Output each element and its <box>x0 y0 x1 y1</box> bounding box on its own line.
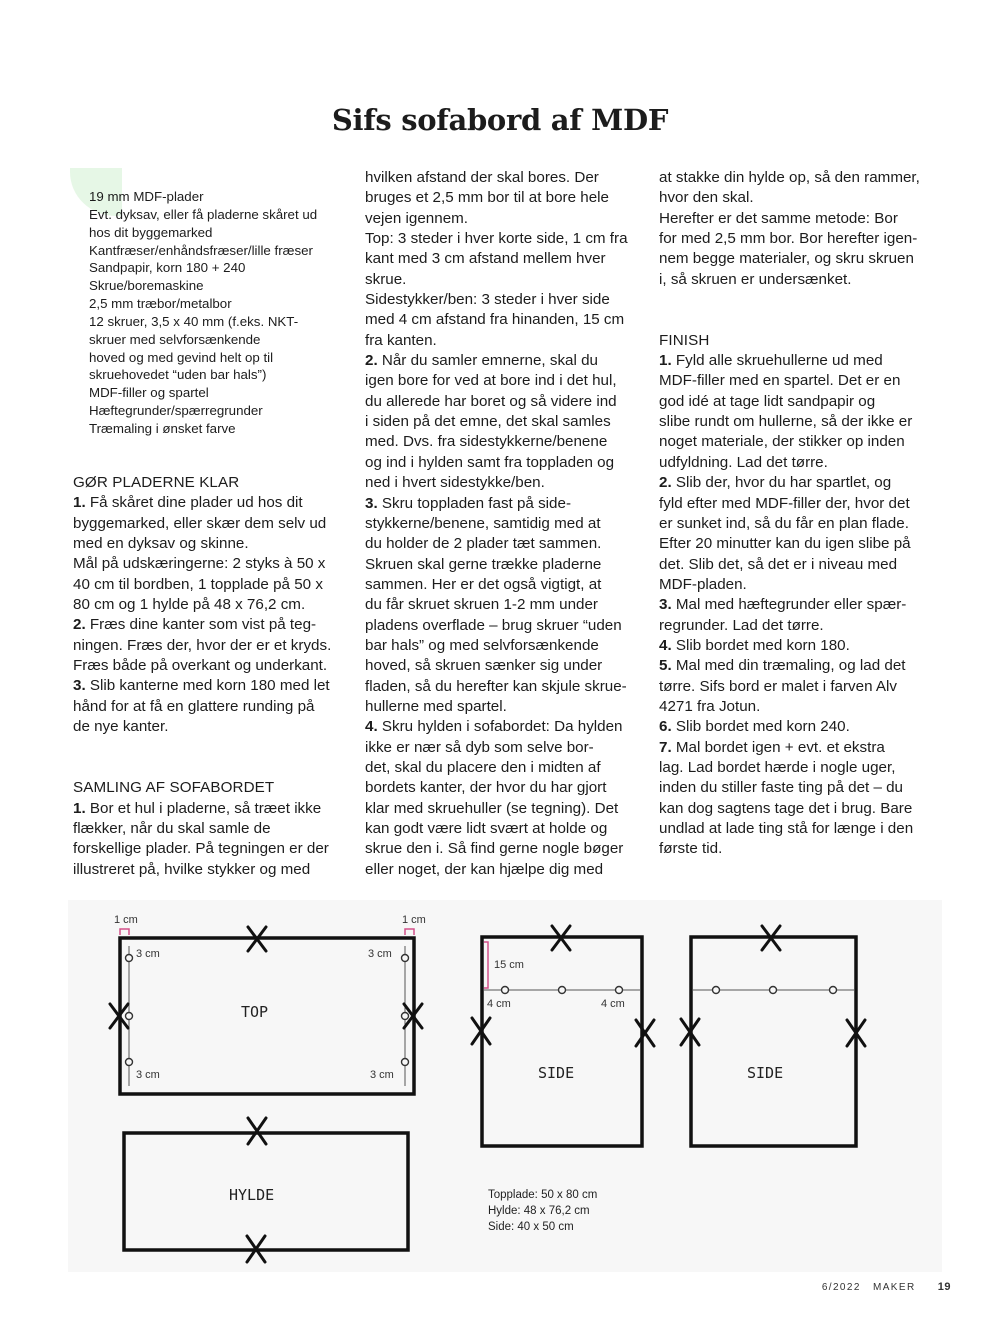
dim-label: 4 cm <box>601 998 625 1010</box>
text-line: 2. Slib der, hvor du har spartlet, og <box>659 474 892 492</box>
text-line: Sidestykker/ben: 3 steder i hver side <box>365 291 610 309</box>
text-line: hånd for at få en glattere runding på <box>73 697 315 715</box>
text-line: inden du stiller faste ting på det – du <box>659 779 904 797</box>
text-line: igen bore for ved at bore ind i det hul, <box>365 372 617 390</box>
screw-hole <box>402 1059 409 1066</box>
bracket-1cm-right <box>405 929 414 935</box>
text-line: pladens overflade – brug skruer “uden <box>365 616 622 634</box>
text-line: fyld efter med MDF-filler der, hvor det <box>659 494 910 512</box>
bracket-15cm <box>484 942 488 988</box>
text-line: 4271 fra Jotun. <box>659 697 761 715</box>
text-line: fladen, så du herefter kan skjule skrue- <box>365 677 627 695</box>
text-line: 3. Slib kanterne med korn 180 med let <box>73 677 330 695</box>
material-item: Sandpapir, korn 180 + 240 <box>89 260 246 276</box>
screw-hole <box>126 1013 133 1020</box>
text-line: stykkerne/benene, samtidig med at <box>365 514 601 532</box>
text-line: første tid. <box>659 840 723 858</box>
x-mark <box>248 1118 266 1144</box>
screw-hole <box>616 987 623 994</box>
text-line: hoved, så skruen sænker sig under <box>365 657 603 675</box>
page-footer <box>822 1281 951 1293</box>
text-line: nem begge materialer, og skru skruen <box>659 250 914 268</box>
dimensions-list <box>488 1187 597 1235</box>
section-heading: GØR PLADERNE KLAR <box>73 474 240 491</box>
dim-label: 15 cm <box>494 959 524 971</box>
text-line: du får skruet skruen 1-2 mm under <box>365 596 598 614</box>
text-line: illustreret på, hvilke stykker og med <box>73 860 311 878</box>
text-line: eller noget, der kan hjælpe dig med <box>365 860 604 878</box>
screw-hole <box>713 987 720 994</box>
panel-label-hylde: HYLDE <box>229 1186 275 1204</box>
screw-hole <box>830 987 837 994</box>
text-line: ikke er nær så dyb som selve bor- <box>365 738 594 756</box>
bracket-1cm-left <box>120 929 129 935</box>
screw-hole <box>402 955 409 962</box>
text-line: i siden på det emne, det skal samles <box>365 413 611 431</box>
text-line: 4. Slib bordet med korn 180. <box>659 636 850 654</box>
text-line: kan godt være lidt svært at holde og <box>365 820 608 837</box>
section-heading: SAMLING AF SOFABORDET <box>73 779 275 797</box>
dim-label: 3 cm <box>368 948 392 960</box>
text-line: 2. Fræs dine kanter som vist på teg- <box>73 616 317 634</box>
text-line: 80 cm og 1 hylde på 48 x 76,2 cm. <box>73 596 306 614</box>
side-panel-2 <box>691 937 856 1146</box>
dim-label: 4 cm <box>487 998 511 1010</box>
text-line: du allerede har boret og så videre ind <box>365 392 617 410</box>
dimension-item: Side: 40 x 50 cm <box>488 1221 574 1233</box>
panel-label-side: SIDE <box>747 1064 784 1082</box>
page-number: 19 <box>937 1281 951 1293</box>
text-line: 3. Skru toppladen fast på side- <box>365 494 572 512</box>
text-line: bar hals” og med selvforsænkende <box>365 636 599 654</box>
material-item: skruehovedet “uden bar hals”) <box>89 367 267 383</box>
text-line: forskellige plader. På tegningen er der <box>73 840 329 858</box>
material-item: Kantfræser/enhåndsfræser/lille fræser <box>89 242 313 258</box>
text-line: kant med 3 cm afstand mellem hver <box>365 250 606 268</box>
screw-hole <box>502 987 509 994</box>
screw-hole <box>402 1013 409 1020</box>
text-line: Mål på udskæringerne: 2 styks à 50 x <box>73 555 326 573</box>
panel-label-top: TOP <box>241 1003 269 1021</box>
text-line: hullerne med spartel. <box>365 697 507 715</box>
dim-label: 1 cm <box>402 914 426 926</box>
dimension-item: Hylde: 48 x 76,2 cm <box>488 1205 590 1217</box>
text-line: klar med skruehuller (se tegning). Det <box>365 799 619 817</box>
text-column-2 <box>365 168 645 880</box>
screw-hole <box>126 955 133 962</box>
text-line: kan dog sagtens tage det i brug. Bare <box>659 799 913 817</box>
dim-label: 3 cm <box>136 948 160 960</box>
dim-label: 3 cm <box>370 1069 394 1081</box>
text-line: Herefter er det samme metode: Bor <box>659 209 898 227</box>
text-line: vejen igennem. <box>365 209 469 227</box>
text-line: det, skal du placere den i midten af <box>365 758 601 776</box>
text-line: 2. Når du samler emnerne, skal du <box>365 352 598 370</box>
material-item: 2,5 mm træbor/metalbor <box>89 296 232 312</box>
article-title: Sifs sofabord af MDF <box>331 103 669 137</box>
text-line: tørre. Sifs bord er malet i farven Alv <box>659 677 898 695</box>
text-line: med 4 cm afstand fra hinanden, 15 cm <box>365 311 625 329</box>
issue-number: 6/2022 <box>821 1282 861 1293</box>
text-line: for med 2,5 mm bor. Bor herefter igen- <box>659 230 918 248</box>
text-line: fra kanten. <box>365 331 437 349</box>
screw-hole <box>770 987 777 994</box>
text-line: 1. Få skåret dine plader ud hos dit <box>73 494 303 512</box>
text-line: flækker, når du skal samle de <box>73 819 271 837</box>
text-line: Top: 3 steder i hver korte side, 1 cm fra <box>365 230 628 248</box>
material-item: Hæftegrunder/spærregrunder <box>89 403 263 419</box>
text-line: du holder de 2 plader tæt sammen. <box>365 535 602 553</box>
text-line: byggemarked, eller skær dem selv ud <box>73 514 327 532</box>
text-line: ningen. Fræs der, hvor der er et kryds. <box>73 636 332 654</box>
dim-label: 1 cm <box>114 914 138 926</box>
material-item: Skrue/boremaskine <box>89 278 204 294</box>
text-line: bruges et 2,5 mm bor til at bore hele <box>365 189 609 207</box>
material-item: 12 skruer, 3,5 x 40 mm (f.eks. NKT- <box>89 313 299 329</box>
text-line: ned i hvert sidestykke/ben. <box>365 474 545 492</box>
text-line: 5. Mal med din træmaling, og lad det <box>659 657 906 675</box>
text-line: udfyldning. Lad det tørre. <box>659 453 828 471</box>
text-line: 4. Skru hylden i sofabordet: Da hylden <box>365 718 623 736</box>
text-line: undlad at lade ting stå for længe i den <box>659 820 914 837</box>
text-line: Skruen skal gerne trække pladerne <box>365 555 602 573</box>
text-line: MDF-filler med en spartel. Det er en <box>659 372 901 390</box>
text-line: noget materiale, der stikker op inden <box>659 433 905 451</box>
panel-label-side: SIDE <box>538 1064 575 1082</box>
text-column-3 <box>659 168 939 860</box>
material-item: Evt. dyksav, eller få pladerne skåret ud <box>89 206 318 222</box>
text-line: hvilken afstand der skal bores. Der <box>365 169 599 186</box>
text-line: skrue. <box>365 270 407 288</box>
text-line: 40 cm til bordben, 1 topplade på 50 x <box>73 575 323 593</box>
section-heading: FINISH <box>659 331 710 349</box>
material-item: 19 mm MDF-plader <box>89 189 204 204</box>
material-item: MDF-filler og spartel <box>89 385 209 401</box>
text-line: 6. Slib bordet med korn 240. <box>659 718 850 736</box>
material-item: skruer med selvforsænkende <box>89 331 261 347</box>
text-line: Efter 20 minutter kan du igen slibe på <box>659 535 911 553</box>
text-line: 1. Fyld alle skruehullerne ud med <box>659 352 883 370</box>
text-line: Fræs både på overkant og underkant. <box>73 657 328 675</box>
text-line: 1. Bor et hul i pladerne, så træet ikke <box>73 799 322 817</box>
magazine-name: MAKER <box>873 1282 916 1293</box>
material-item: hoved og med gevind helt op til <box>89 349 274 365</box>
text-line: i, så skruen er undersænket. <box>659 270 852 288</box>
text-line: sammen. Her er det også vigtigt, at <box>365 575 602 593</box>
text-line: skrue den i. Så find gerne nogle bøger <box>365 840 624 858</box>
text-line: lag. Lad bordet hærde i nogle uger, <box>659 758 896 776</box>
text-line: slibe rundt om hullerne, så der ikke er <box>659 413 913 431</box>
dimension-item: Topplade: 50 x 80 cm <box>488 1189 598 1201</box>
dim-label: 3 cm <box>136 1069 160 1081</box>
text-line: hvor den skal. <box>659 189 754 207</box>
text-line: at stakke din hylde op, så den rammer, <box>659 169 920 186</box>
text-line: er sunket ind, så du får en plan flade. <box>659 514 909 532</box>
text-line: med. Dvs. fra sidestykkerne/benene <box>365 433 608 451</box>
text-line: de nye kanter. <box>73 718 169 736</box>
screw-hole <box>559 987 566 994</box>
text-line: det. Slib det, så det er i niveau med <box>659 555 898 573</box>
text-line: MDF-pladen. <box>659 575 747 593</box>
text-line: god idé at tage lidt sandpapir og <box>659 392 876 410</box>
text-line: 3. Mal med hæftegrunder eller spær- <box>659 596 907 614</box>
text-line: med en dyksav og skinne. <box>73 535 249 553</box>
materials-list <box>89 188 351 438</box>
material-item: hos dit byggemarked <box>89 224 213 240</box>
text-line: bordets kanter, der hvor du har gjort <box>365 779 607 797</box>
x-mark <box>636 1020 654 1046</box>
text-line: 7. Mal bordet igen + evt. et ekstra <box>659 738 885 756</box>
screw-hole <box>126 1059 133 1066</box>
material-item: Træmaling i ønsket farve <box>89 420 236 436</box>
text-line: og ind i hylden samt fra toppladen og <box>365 453 615 471</box>
text-line: regrunder. Lad det tørre. <box>659 616 824 634</box>
text-column-1 <box>73 473 353 880</box>
